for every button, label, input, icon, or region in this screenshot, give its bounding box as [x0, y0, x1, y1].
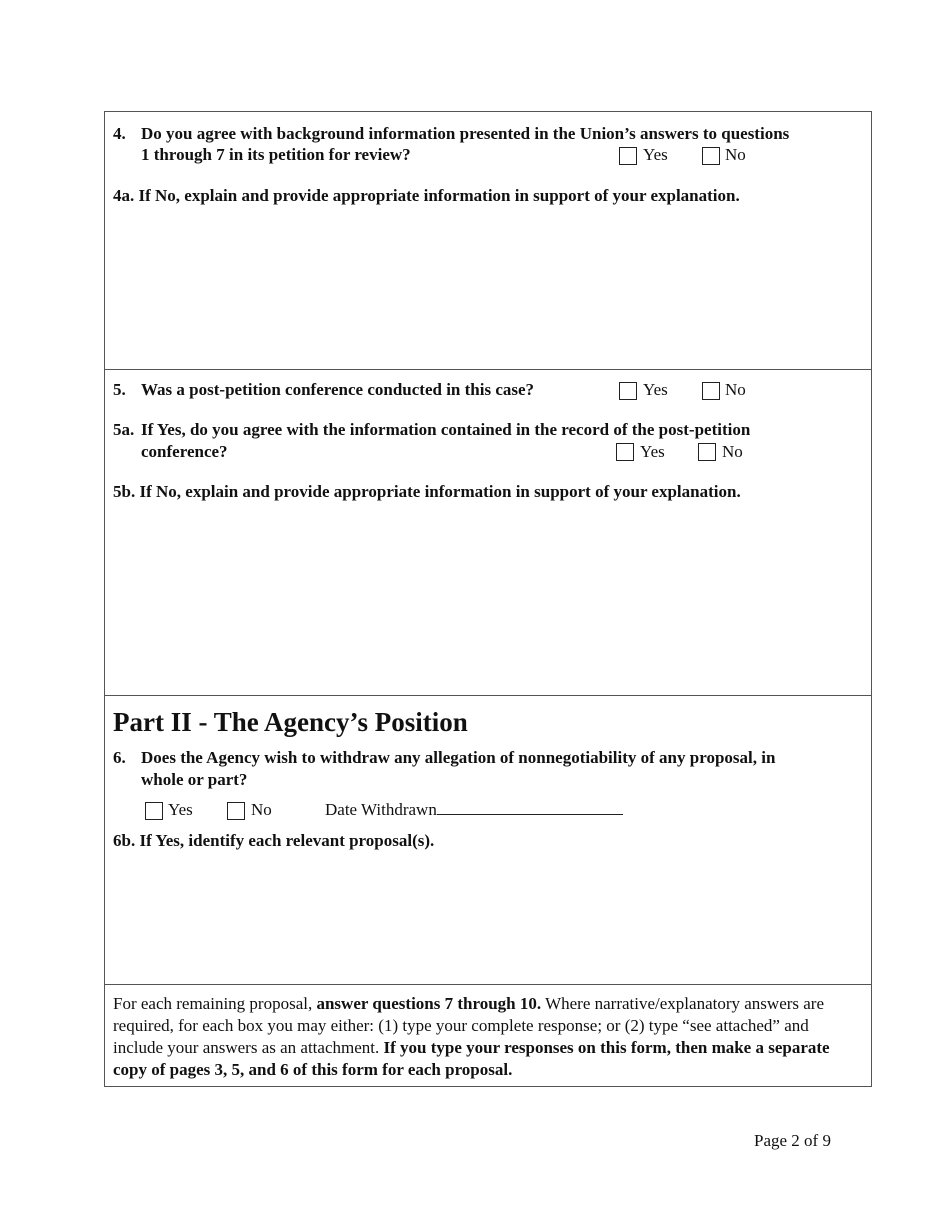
question-6-no-checkbox[interactable]	[227, 802, 245, 820]
answer-area-5b[interactable]	[113, 508, 863, 688]
question-5a-no-checkbox[interactable]	[698, 443, 716, 461]
question-4a	[113, 185, 740, 206]
question-5-no-checkbox[interactable]	[702, 382, 720, 400]
question-5a-yes-checkbox[interactable]	[616, 443, 634, 461]
part-2-title: Part II - The Agency’s Position	[113, 707, 468, 737]
instructions-text-1: For each remaining proposal,	[113, 994, 317, 1013]
question-5-text: Was a post-petition conference conducted in this case?	[141, 380, 535, 399]
question-5b	[113, 481, 741, 502]
question-5b-text: If No, explain and provide appropriate information in support of your explanation.	[139, 482, 741, 501]
question-6b-text: If Yes, identify each relevant proposal(s).	[139, 831, 435, 850]
question-5-yes-label: Yes	[643, 380, 668, 399]
question-6-number: 6.	[113, 748, 126, 767]
question-6b	[113, 830, 434, 851]
question-5b-number: 5b.	[113, 482, 136, 501]
instructions-bold-1: answer questions 7 through 10.	[316, 994, 542, 1013]
question-5-yes-checkbox[interactable]	[619, 382, 637, 400]
petition-form	[104, 111, 872, 1087]
question-5a-yes-label: Yes	[640, 442, 665, 461]
question-5a-text-line2: conference?	[141, 442, 228, 461]
section-question-4	[105, 112, 871, 369]
date-withdrawn-field	[325, 799, 623, 820]
instructions-bold-2: If you type your responses on this form, then make a separate copy of pages 3, 5, and 6 of this form for each proposal.	[113, 1038, 830, 1079]
question-5-number: 5.	[113, 380, 126, 399]
date-withdrawn-label: Date Withdrawn	[325, 800, 437, 819]
answer-area-4a[interactable]	[113, 212, 863, 361]
question-4-no-label: No	[725, 145, 746, 164]
question-6-text-line1: Does the Agency wish to withdraw any allegation of nonnegotiability of any proposal, in	[141, 748, 776, 767]
question-5a-text-line1: If Yes, do you agree with the information contained in the record of the post-petition	[141, 420, 751, 439]
question-6-no-label: No	[251, 800, 272, 819]
section-question-5	[105, 369, 871, 696]
section-part-2	[105, 695, 871, 985]
question-6b-number: 6b.	[113, 831, 136, 850]
question-5-no-label: No	[725, 380, 746, 399]
answer-area-6b[interactable]	[113, 858, 863, 977]
question-4-yes-checkbox[interactable]	[619, 147, 637, 165]
question-4-text-line1: Do you agree with background information presented in the Union’s answers to questions	[141, 124, 790, 143]
question-4-yes-label: Yes	[643, 145, 668, 164]
question-4a-text: If No, explain and provide appropriate information in support of your explanation.	[138, 186, 740, 205]
instructions-paragraph	[113, 993, 861, 1081]
question-4-text-line2: 1 through 7 in its petition for review?	[141, 145, 411, 164]
question-4-no-checkbox[interactable]	[702, 147, 720, 165]
question-5a-number: 5a.	[113, 420, 135, 439]
page-number: Page 2 of 9	[754, 1131, 831, 1150]
question-6-yes-label: Yes	[168, 800, 193, 819]
question-4-number: 4.	[113, 124, 126, 143]
date-withdrawn-input[interactable]	[437, 799, 623, 815]
instructions-text-2: Where narrative/explanatory answers are required, for each box you may either: (1) type your complete response; or (2) type “see attached” and include your answers as an attachment.	[113, 994, 825, 1057]
question-4a-number: 4a.	[113, 186, 135, 205]
section-instructions	[105, 984, 871, 1089]
question-5a-no-label: No	[722, 442, 743, 461]
question-6-yes-checkbox[interactable]	[145, 802, 163, 820]
question-6-text-line2: whole or part?	[141, 770, 248, 789]
